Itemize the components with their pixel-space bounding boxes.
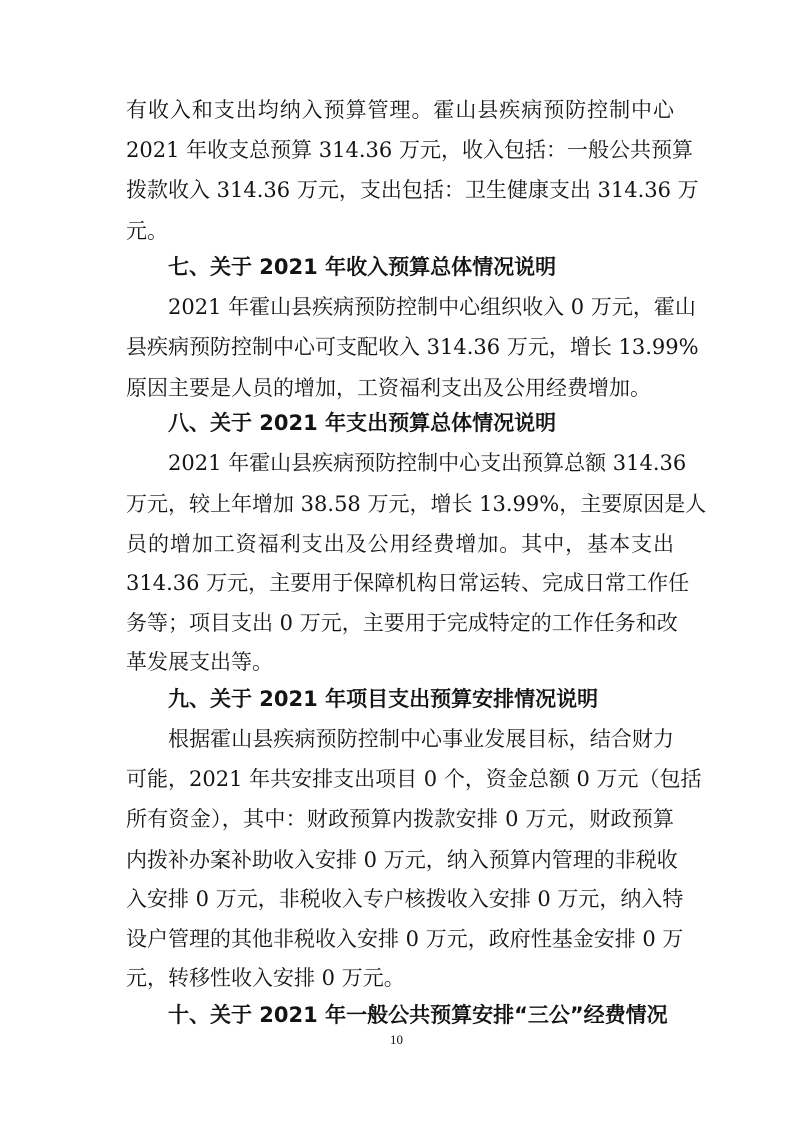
paragraph-line: 元。 [126,219,168,243]
paragraph-line: 设户管理的其他非税收入安排 0 万元，政府性基金安排 0 万 [126,927,684,951]
paragraph-line: 万元，较上年增加 38.58 万元，增长 13.99%，主要原因是人 [126,492,707,516]
section-heading-8: 八、关于 2021 年支出预算总体情况说明 [168,411,557,435]
section-heading-9: 九、关于 2021 年项目支出预算安排情况说明 [168,687,599,711]
paragraph-line: 314.36 万元，主要用于保障机构日常运转、完成日常工作任 [126,571,690,595]
paragraph-line: 拨款收入 314.36 万元，支出包括：卫生健康支出 314.36 万 [126,178,699,202]
paragraph-line: 内拨补办案补助收入安排 0 万元，纳入预算内管理的非税收 [126,848,678,872]
paragraph-line: 2021 年霍山县疾病预防控制中心组织收入 0 万元，霍山 [168,295,696,319]
paragraph-line: 2021 年收支总预算 314.36 万元，收入包括：一般公共预算 [126,138,693,162]
paragraph-line: 务等；项目支出 0 万元，主要用于完成特定的工作任务和改 [126,611,678,635]
paragraph-line: 原因主要是人员的增加，工资福利支出及公用经费增加。 [126,376,651,400]
paragraph-line: 员的增加工资福利支出及公用经费增加。其中，基本支出 [126,532,674,556]
section-heading-7: 七、关于 2021 年收入预算总体情况说明 [168,255,557,279]
paragraph-line: 所有资金），其中：财政预算内拨款安排 0 万元，财政预算 [126,807,674,831]
paragraph-line: 根据霍山县疾病预防控制中心事业发展目标，结合财力 [168,727,674,751]
paragraph-line: 入安排 0 万元，非税收入专户核拨收入安排 0 万元，纳入特 [126,887,684,911]
paragraph-line: 2021 年霍山县疾病预防控制中心支出预算总额 314.36 [168,451,687,475]
paragraph-line: 元，转移性收入安排 0 万元。 [126,966,405,990]
paragraph-line: 革发展支出等。 [126,650,273,674]
paragraph-line: 可能，2021 年共安排支出项目 0 个，资金总额 0 万元（包括 [126,767,702,791]
section-heading-10: 十、关于 2021 年一般公共预算安排“三公”经费情况 [168,1003,668,1027]
paragraph-line: 有收入和支出均纳入预算管理。霍山县疾病预防控制中心 [126,98,674,122]
paragraph-line: 县疾病预防控制中心可支配收入 314.36 万元，增长 13.99% [126,335,699,359]
page-number: 10 [390,1032,403,1047]
